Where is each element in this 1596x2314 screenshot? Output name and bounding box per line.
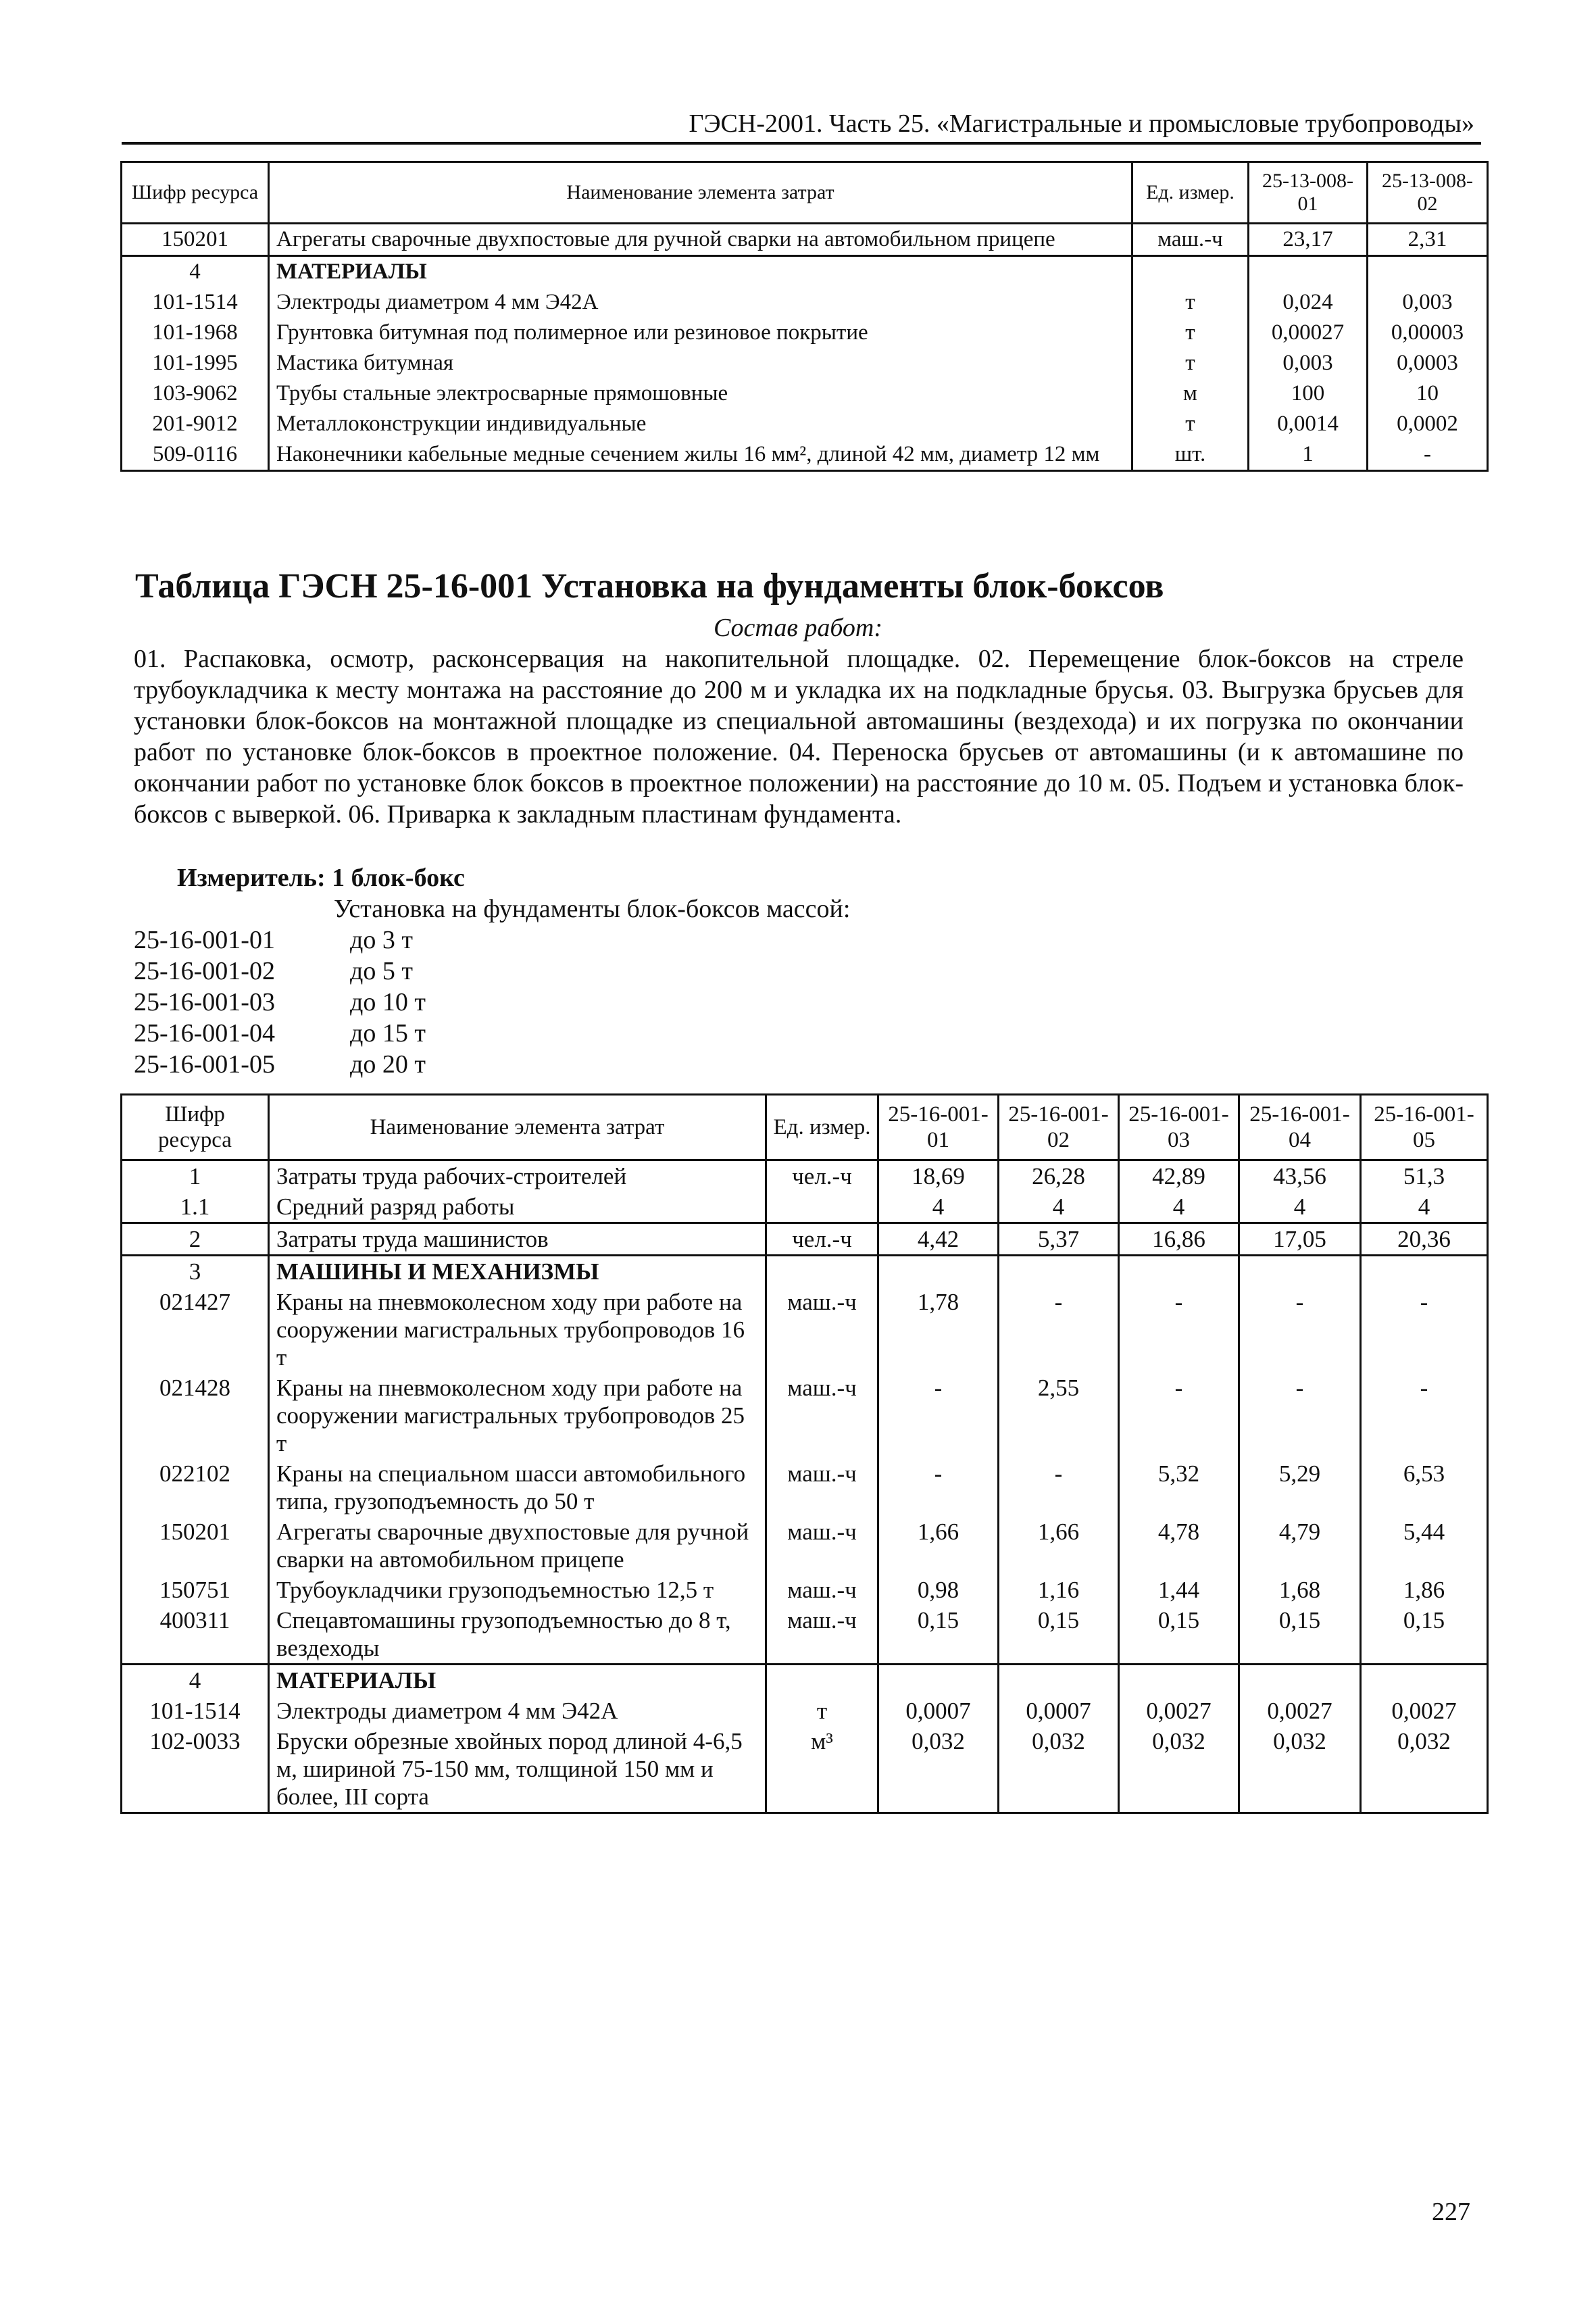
cell-value: 20,36 — [1361, 1223, 1488, 1256]
cell-value: 23,17 — [1249, 224, 1368, 256]
cell-value — [1249, 256, 1368, 288]
header-col-5: 25-16-001-05 — [1361, 1095, 1488, 1160]
cell-value: 1 — [1249, 439, 1368, 471]
cell-value: 0,0007 — [878, 1696, 999, 1726]
cell-value: 26,28 — [999, 1160, 1119, 1192]
table-row — [122, 1517, 1488, 1575]
cell-value: 0,00003 — [1368, 318, 1488, 348]
page-number: 227 — [1432, 2198, 1470, 2226]
table-row — [122, 439, 1488, 471]
table-section-row — [122, 1256, 1488, 1287]
cell-name: Затраты труда машинистов — [269, 1223, 766, 1256]
cell-code: 1 — [122, 1160, 269, 1192]
cell-value: - — [999, 1458, 1119, 1517]
table-header-row — [122, 1095, 1488, 1160]
table-row — [122, 1458, 1488, 1517]
cell-value: 0,032 — [1361, 1726, 1488, 1813]
cell-value: - — [878, 1373, 999, 1458]
cell-value: 17,05 — [1239, 1223, 1361, 1256]
cell-unit: маш.-ч — [766, 1605, 878, 1665]
cell-value — [1239, 1256, 1361, 1287]
norm-description: до 10 т — [350, 988, 426, 1016]
cell-name: Трубы стальные электросварные прямошовные — [269, 378, 1132, 409]
cell-value: 1,86 — [1361, 1575, 1488, 1605]
norm-description: до 20 т — [350, 1050, 426, 1079]
table-row — [122, 409, 1488, 439]
cell-value: 5,44 — [1361, 1517, 1488, 1575]
cell-value: 4 — [878, 1191, 999, 1223]
cell-value — [1361, 1665, 1488, 1696]
norm-code: 25-16-001-01 — [134, 926, 275, 954]
cell-code: 101-1995 — [122, 348, 269, 378]
cell-value: 1,66 — [999, 1517, 1119, 1575]
cell-value: 42,89 — [1119, 1160, 1239, 1192]
cell-value — [999, 1256, 1119, 1287]
cell-name: Наконечники кабельные медные сечением жилы 16 мм², длиной 42 мм, диаметр 12 мм — [269, 439, 1132, 471]
cell-value: 0,003 — [1368, 287, 1488, 318]
table-header-row — [122, 162, 1488, 224]
cell-value — [1119, 1665, 1239, 1696]
cell-code: 101-1968 — [122, 318, 269, 348]
work-composition-label: Состав работ: — [713, 614, 883, 642]
cell-value: 5,29 — [1239, 1458, 1361, 1517]
cell-value: 2,55 — [999, 1373, 1119, 1458]
cell-value: 16,86 — [1119, 1223, 1239, 1256]
header-unit: Ед. измер. — [766, 1095, 878, 1160]
cell-code: 150201 — [122, 224, 269, 256]
section-heading: МАТЕРИАЛЫ — [269, 256, 1132, 288]
cell-value — [1239, 1665, 1361, 1696]
cell-value: 4,78 — [1119, 1517, 1239, 1575]
cell-name: Электроды диаметром 4 мм Э42А — [269, 287, 1132, 318]
cell-code: 101-1514 — [122, 1696, 269, 1726]
norm-description: до 5 т — [350, 957, 413, 985]
header-col-1: 25-13-008-01 — [1249, 162, 1368, 224]
table-row — [122, 224, 1488, 256]
cell-value: - — [1239, 1373, 1361, 1458]
cell-code: 509-0116 — [122, 439, 269, 471]
cell-value — [1361, 1256, 1488, 1287]
cell-code: 022102 — [122, 1458, 269, 1517]
norm-code: 25-16-001-04 — [134, 1019, 275, 1048]
cell-value: 0,15 — [1361, 1605, 1488, 1665]
cell-name: Затраты труда рабочих-строителей — [269, 1160, 766, 1192]
cell-value: 5,37 — [999, 1223, 1119, 1256]
cell-code: 400311 — [122, 1605, 269, 1665]
cell-value: 0,0027 — [1361, 1696, 1488, 1726]
header-col-3: 25-16-001-03 — [1119, 1095, 1239, 1160]
table-row — [122, 378, 1488, 409]
cell-code: 4 — [122, 256, 269, 288]
header-rule — [122, 142, 1481, 145]
cell-name: Краны на специальном шасси автомобильного типа, грузоподъемность до 50 т — [269, 1458, 766, 1517]
cell-value — [999, 1665, 1119, 1696]
cell-value: - — [878, 1458, 999, 1517]
cell-unit: маш.-ч — [766, 1575, 878, 1605]
norm-description: до 15 т — [350, 1019, 426, 1048]
cell-unit — [766, 1256, 878, 1287]
table-row — [122, 1287, 1488, 1373]
cell-value: 0,0027 — [1239, 1696, 1361, 1726]
header-col-2: 25-16-001-02 — [999, 1095, 1119, 1160]
section-heading: МАТЕРИАЛЫ — [269, 1665, 766, 1696]
cell-name: Средний разряд работы — [269, 1191, 766, 1223]
cell-value: 4,79 — [1239, 1517, 1361, 1575]
header-unit: Ед. измер. — [1132, 162, 1249, 224]
cell-value: 0,00027 — [1249, 318, 1368, 348]
cell-value: 0,032 — [999, 1726, 1119, 1813]
table-row — [122, 318, 1488, 348]
cell-name: Электроды диаметром 4 мм Э42А — [269, 1696, 766, 1726]
cell-unit: маш.-ч — [1132, 224, 1249, 256]
cell-unit: шт. — [1132, 439, 1249, 471]
table-title: Таблица ГЭСН 25-16-001 Установка на фундаменты блок-боксов — [135, 567, 1164, 606]
cell-name: Спецавтомашины грузоподъемностью до 8 т, вездеходы — [269, 1605, 766, 1665]
cell-code: 150201 — [122, 1517, 269, 1575]
cell-name: Бруски обрезные хвойных пород длиной 4-6,5 м, шириной 75-150 мм, толщиной 150 мм и более, III сорта — [269, 1726, 766, 1813]
cell-value: - — [1239, 1287, 1361, 1373]
header-name: Наименование элемента затрат — [269, 1095, 766, 1160]
header-code: Шифр ресурса — [122, 162, 269, 224]
cell-code: 4 — [122, 1665, 269, 1696]
cell-value: 0,0014 — [1249, 409, 1368, 439]
cell-value: 6,53 — [1361, 1458, 1488, 1517]
cell-unit: маш.-ч — [766, 1517, 878, 1575]
cell-code: 021427 — [122, 1287, 269, 1373]
cell-value: 0,15 — [1119, 1605, 1239, 1665]
cell-name: Агрегаты сварочные двухпостовые для ручной сварки на автомобильном прицепе — [269, 224, 1132, 256]
cell-value — [878, 1665, 999, 1696]
codes-intro: Установка на фундаменты блок-боксов массой: — [334, 895, 851, 923]
cell-value: 4 — [1361, 1191, 1488, 1223]
table-section-row — [122, 1665, 1488, 1696]
cell-value — [1368, 256, 1488, 288]
header-name: Наименование элемента затрат — [269, 162, 1132, 224]
table-row — [122, 1223, 1488, 1256]
cell-value: 1,66 — [878, 1517, 999, 1575]
header-code: Шифр ресурса — [122, 1095, 269, 1160]
cell-unit — [766, 1191, 878, 1223]
cell-value: 0,0002 — [1368, 409, 1488, 439]
norm-code: 25-16-001-02 — [134, 957, 275, 985]
table-row — [122, 1726, 1488, 1813]
cell-value: 51,3 — [1361, 1160, 1488, 1192]
cell-value: 18,69 — [878, 1160, 999, 1192]
table-row — [122, 1160, 1488, 1192]
cell-unit: маш.-ч — [766, 1373, 878, 1458]
cell-unit: м — [1132, 378, 1249, 409]
cell-value: 0,003 — [1249, 348, 1368, 378]
cell-unit: т — [1132, 348, 1249, 378]
cell-value: 43,56 — [1239, 1160, 1361, 1192]
cell-value: 0,0007 — [999, 1696, 1119, 1726]
cell-code: 3 — [122, 1256, 269, 1287]
cell-value: 100 — [1249, 378, 1368, 409]
cell-value: 1,44 — [1119, 1575, 1239, 1605]
table-row — [122, 1373, 1488, 1458]
cell-name: Грунтовка битумная под полимерное или резиновое покрытие — [269, 318, 1132, 348]
cell-value: - — [1119, 1287, 1239, 1373]
cell-value: 0,0027 — [1119, 1696, 1239, 1726]
cell-value: 0,15 — [878, 1605, 999, 1665]
cell-unit: т — [1132, 287, 1249, 318]
running-header: ГЭСН-2001. Часть 25. «Магистральные и промысловые трубопроводы» — [689, 109, 1474, 138]
cell-value: 4 — [1239, 1191, 1361, 1223]
cell-value: 2,31 — [1368, 224, 1488, 256]
cell-value: 0,15 — [1239, 1605, 1361, 1665]
cell-value: 0,98 — [878, 1575, 999, 1605]
cell-name: Краны на пневмоколесном ходу при работе на сооружении магистральных трубопроводов 16 т — [269, 1287, 766, 1373]
table-row — [122, 1696, 1488, 1726]
cell-value: - — [1119, 1373, 1239, 1458]
cell-unit: маш.-ч — [766, 1458, 878, 1517]
table-section-row — [122, 256, 1488, 288]
cell-value: - — [1368, 439, 1488, 471]
cell-value: 5,32 — [1119, 1458, 1239, 1517]
cell-name: Трубоукладчики грузоподъемностью 12,5 т — [269, 1575, 766, 1605]
cell-value: 1,16 — [999, 1575, 1119, 1605]
header-col-2: 25-13-008-02 — [1368, 162, 1488, 224]
cell-value: 0,032 — [878, 1726, 999, 1813]
table-row — [122, 348, 1488, 378]
cell-unit: м³ — [766, 1726, 878, 1813]
cell-code: 1.1 — [122, 1191, 269, 1223]
cell-value: 0,032 — [1239, 1726, 1361, 1813]
cell-value: 10 — [1368, 378, 1488, 409]
cell-value: - — [999, 1287, 1119, 1373]
cell-code: 103-9062 — [122, 378, 269, 409]
cell-value: 4 — [999, 1191, 1119, 1223]
resource-table-1 — [120, 161, 1489, 472]
table-row — [122, 1575, 1488, 1605]
cell-unit: чел.-ч — [766, 1160, 878, 1192]
cell-unit — [1132, 256, 1249, 288]
header-col-4: 25-16-001-04 — [1239, 1095, 1361, 1160]
cell-unit: чел.-ч — [766, 1223, 878, 1256]
cell-value: 4,42 — [878, 1223, 999, 1256]
cell-code: 201-9012 — [122, 409, 269, 439]
table-row — [122, 287, 1488, 318]
norm-description: до 3 т — [350, 926, 413, 954]
cell-code: 102-0033 — [122, 1726, 269, 1813]
cell-value: 1,68 — [1239, 1575, 1361, 1605]
norm-code: 25-16-001-05 — [134, 1050, 275, 1079]
cell-unit: т — [1132, 409, 1249, 439]
header-col-1: 25-16-001-01 — [878, 1095, 999, 1160]
cell-name: Агрегаты сварочные двухпостовые для ручной сварки на автомобильном прицепе — [269, 1517, 766, 1575]
table-row — [122, 1605, 1488, 1665]
cell-value: 0,0003 — [1368, 348, 1488, 378]
cell-code: 101-1514 — [122, 287, 269, 318]
cell-code: 2 — [122, 1223, 269, 1256]
cell-value: 0,15 — [999, 1605, 1119, 1665]
work-description: 01. Распаковка, осмотр, расконсервация на накопительной площадке. 02. Перемещение блок-боксов на стреле трубоукладчика к месту монтажа на расстояние до 200 м и укладка их на подкладные брусья. 03. Выгрузка брусьев для установки блок-боксов на монтажной площадке из специальной автомашины (вездехода) и их погрузка по окончании работ по установке блок-боксов в проектное положение. 04. Переноска брусьев от автомашины (и к автомашине по окончании работ по установке блок боксов в проектное положении) на расстояние до 10 м. 05. Подъем и установка блок-боксов с выверкой. 06. Приварка к закладным пластинам фундамента. — [134, 645, 1464, 829]
cell-name: Краны на пневмоколесном ходу при работе на сооружении магистральных трубопроводов 25 т — [269, 1373, 766, 1458]
cell-value: 0,024 — [1249, 287, 1368, 318]
cell-unit: т — [766, 1696, 878, 1726]
cell-code: 150751 — [122, 1575, 269, 1605]
cell-value: 4 — [1119, 1191, 1239, 1223]
cell-value: 1,78 — [878, 1287, 999, 1373]
resource-table-2 — [120, 1093, 1489, 1814]
table-row — [122, 1191, 1488, 1223]
norm-code: 25-16-001-03 — [134, 988, 275, 1016]
cell-value: - — [1361, 1373, 1488, 1458]
cell-unit: маш.-ч — [766, 1287, 878, 1373]
cell-code: 021428 — [122, 1373, 269, 1458]
section-heading: МАШИНЫ И МЕХАНИЗМЫ — [269, 1256, 766, 1287]
cell-value — [1119, 1256, 1239, 1287]
cell-name: Мастика битумная — [269, 348, 1132, 378]
cell-value: 0,032 — [1119, 1726, 1239, 1813]
measure-unit: Измеритель: 1 блок-бокс — [177, 864, 465, 892]
cell-unit: т — [1132, 318, 1249, 348]
cell-value: - — [1361, 1287, 1488, 1373]
cell-value — [878, 1256, 999, 1287]
cell-unit — [766, 1665, 878, 1696]
cell-name: Металлоконструкции индивидуальные — [269, 409, 1132, 439]
